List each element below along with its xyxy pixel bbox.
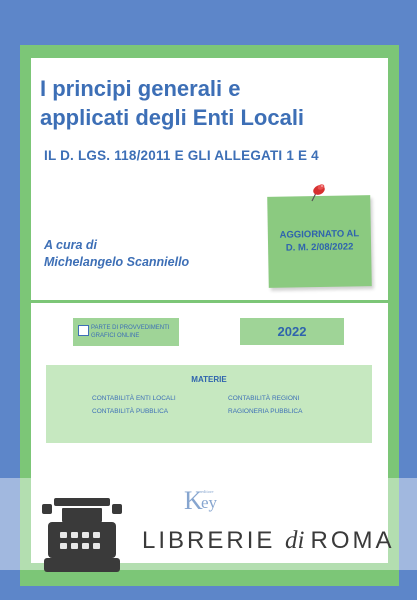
publisher-logo-ey: ey [201, 493, 218, 512]
subject-item: CONTABILITÀ REGIONI [228, 395, 300, 402]
watermark-text [142, 527, 395, 555]
edition-year: 2022 [240, 318, 344, 345]
online-materials-text [91, 324, 169, 340]
publisher-logo-small-text: editore [201, 489, 214, 494]
update-note-text [268, 227, 371, 255]
watermark-word-librerie: LIBRERIE [142, 527, 276, 554]
subject-item: RAGIONERIA PUBBLICA [228, 408, 303, 415]
watermark-word-di: di [285, 527, 305, 554]
book-title-line-2: applicati degli Enti Locali [40, 105, 305, 130]
curator-block [44, 237, 189, 271]
book-subtitle: IL D. LGS. 118/2011 E GLI ALLEGATI 1 E 4 [44, 148, 319, 163]
online-materials-line-2: GRAFICI ONLINE [91, 333, 140, 339]
update-note-line-1: AGGIORNATO AL [279, 228, 360, 241]
push-pin-icon [307, 181, 329, 203]
book-title-line-1: I principi generali e [40, 76, 241, 101]
subjects-title: MATERIE [191, 375, 227, 384]
update-note-line-2: D. M. 2/08/2022 [285, 241, 354, 254]
online-materials-line-1: PARTE DI PROVVEDIMENTI [91, 325, 170, 331]
typewriter-icon [32, 494, 132, 578]
watermark-word-roma: ROMA [310, 527, 395, 554]
book-title [40, 74, 380, 132]
cover-divider [31, 300, 388, 303]
subject-item: CONTABILITÀ PUBBLICA [92, 408, 169, 415]
online-materials-box [73, 318, 179, 346]
update-sticky-note [267, 195, 372, 288]
curator-name: Michelangelo Scanniello [44, 255, 190, 269]
subject-item: CONTABILITÀ ENTI LOCALI [92, 395, 176, 402]
curator-prefix: A cura di [44, 238, 98, 252]
publisher-logo-k: K [184, 486, 203, 515]
checkbox-icon [78, 325, 89, 336]
subjects-box [46, 365, 372, 443]
